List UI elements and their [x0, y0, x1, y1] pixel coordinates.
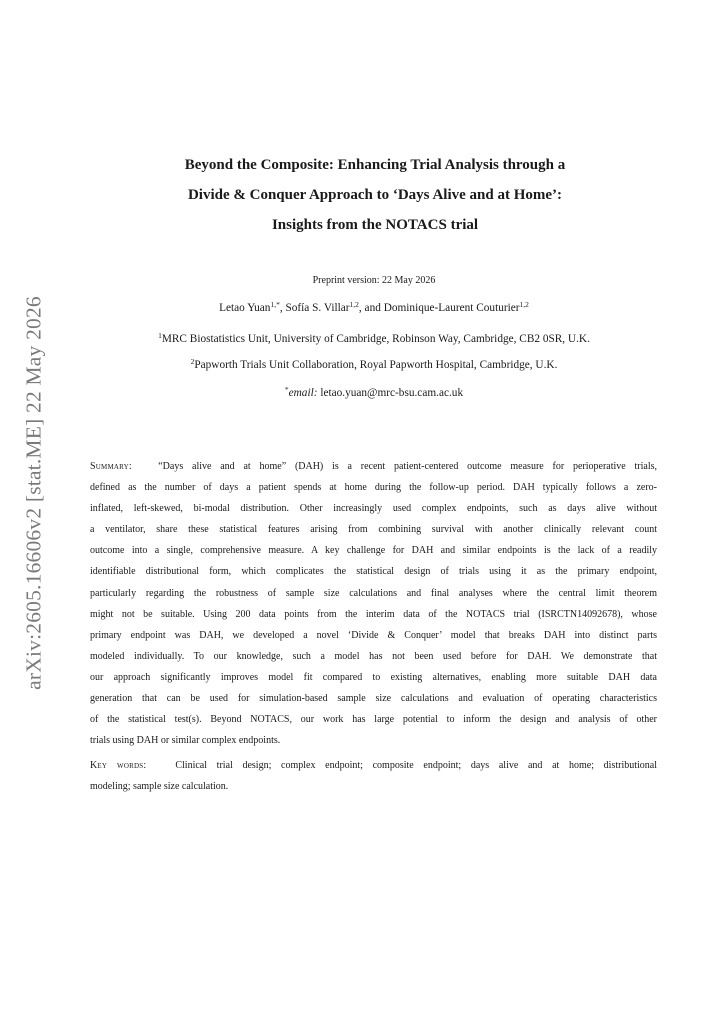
summary-line: generation that can be used for simulation-based sample size calculations and evaluation of operating characteristics [90, 693, 657, 705]
title-line: Beyond the Composite: Enhancing Trial Analysis through a [184, 157, 566, 173]
summary-abstract [90, 456, 657, 751]
author-affiliation-mark: 1,2 [519, 300, 529, 309]
summary-line: Summary: “Days alive and at home” (DAH) is a recent patient-centered outcome measure for perioperative trials, [90, 461, 658, 472]
summary-line: primary endpoint was DAH, we developed a novel ‘Divide & Conquer’ model that breaks DAH into distinct parts [90, 629, 657, 641]
author-list [90, 302, 658, 314]
keywords-line: modeling; sample size calculation. [90, 781, 229, 793]
preprint-version: Preprint version: 22 May 2026 [312, 275, 436, 286]
affiliation-1 [90, 333, 658, 345]
keywords-line: Key words: Clinical trial design; complex endpoint; composite endpoint; days alive and at home; distributional [90, 760, 657, 771]
affiliation-2 [90, 359, 658, 371]
arxiv-identifier: arXiv:2605.16606v2 [stat.ME] 22 May 2026 [21, 296, 46, 690]
affiliation-mark: 1 [158, 331, 162, 340]
author-name: , and Dominique-Laurent Couturier [358, 302, 520, 314]
summary-line: trials using DAH or similar complex endpoints. [90, 735, 281, 747]
summary-line: outcome into a single, comprehensive measure. A key challenge for DAH and similar endpoints is the lack of a readily [90, 545, 657, 557]
keywords-label: Key words: [90, 760, 147, 771]
summary-line: our approach significantly improves model fit compared to existing alternatives, enabling more suitable DAH data [90, 671, 657, 683]
affiliation-text: MRC Biostatistics Unit, University of Cambridge, Robinson Way, Cambridge, CB2 0SR, U.K. [161, 333, 590, 345]
summary-line: of the statistical test(s). Beyond NOTACS, our work has large potential to inform the design and analysis of other [90, 714, 657, 726]
summary-line: modeled individually. To our knowledge, such a model has not been used before for DAH. We demonstrate that [90, 650, 657, 662]
author-name: , Sofía S. Villar [279, 302, 350, 314]
corresponding-email [90, 387, 658, 399]
paper-title [110, 150, 640, 240]
summary-line: particularly regarding the robustness of sample size calculations and final analyses where the central limit theorem [90, 587, 657, 599]
author-name: Letao Yuan [219, 302, 271, 314]
author-affiliation-mark: 1,* [270, 300, 280, 309]
summary-line: identifiable distributional form, which complicates the statistical design of trials using it as the primary endpoint, [90, 566, 657, 578]
title-line: Insights from the NOTACS trial [271, 217, 479, 233]
corresponding-mark: * [284, 385, 289, 394]
summary-line: inflated, left-skewed, bi-modal distribution. Other increasingly used complex endpoints, such as days alive without [90, 503, 657, 515]
summary-line: a ventilator, share these statistical features arising from combining survival with another clinically relevant count [90, 524, 657, 536]
affiliation-text: Papworth Trials Unit Collaboration, Royal Papworth Hospital, Cambridge, U.K. [194, 359, 558, 371]
key-words [90, 755, 657, 797]
affiliation-mark: 2 [190, 357, 195, 366]
author-affiliation-mark: 1,2 [349, 300, 359, 309]
title-line: Divide & Conquer Approach to ‘Days Alive and at Home’: [187, 187, 563, 203]
summary-line: defined as the number of days a patient spends at home during the follow-up period. DAH typically follows a zero- [90, 482, 657, 494]
email-label: email: [288, 387, 318, 399]
email-address[interactable]: letao.yuan@mrc-bsu.cam.ac.uk [317, 387, 464, 399]
summary-label: Summary: [90, 461, 132, 472]
summary-line: might not be suitable. Using 200 data points from the interim data of the NOTACS trial (ISRCTN14092678), whose [90, 608, 657, 620]
